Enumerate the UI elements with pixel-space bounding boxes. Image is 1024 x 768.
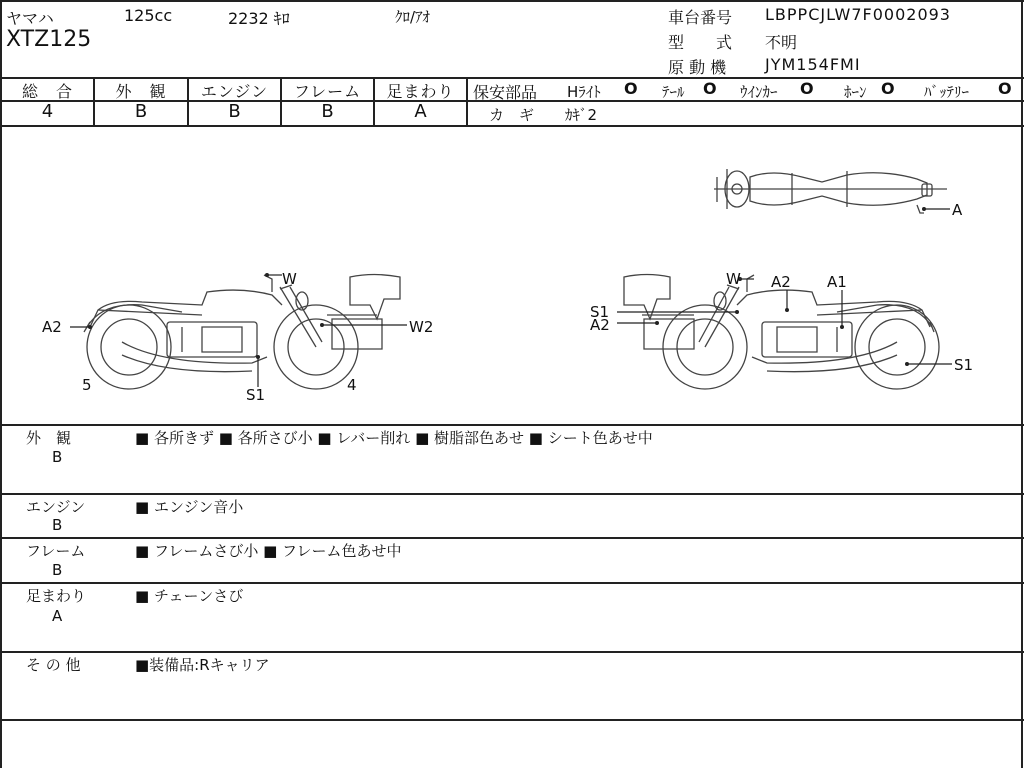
- comment-text-engine: ■ エンジン音小: [135, 498, 244, 516]
- type-value: 不明: [765, 33, 798, 52]
- comment-text-suspension: ■ チェーンさび: [135, 587, 244, 605]
- right-label-w: W: [726, 270, 741, 288]
- divider-comment-3: [0, 582, 1024, 584]
- divider-comment-1: [0, 493, 1024, 495]
- safety-mark-headlight: O: [624, 79, 638, 98]
- comment-grade-exterior: B: [52, 448, 63, 466]
- engine-model-label: 原 動 機: [668, 58, 727, 77]
- grade-value-exterior: B: [134, 101, 148, 122]
- safety-item-battery: ﾊﾞｯﾃﾘｰ: [924, 83, 970, 101]
- grade-value-frame: B: [321, 101, 334, 122]
- left-label-w2: W2: [409, 318, 434, 336]
- left-label-a2: A2: [42, 318, 62, 336]
- safety-mark-horn: O: [881, 79, 895, 98]
- type-label: 型 式: [668, 33, 733, 52]
- safety-item-horn: ﾎｰﾝ: [844, 83, 867, 101]
- top-view-point: [922, 207, 926, 211]
- safety-item-tail: ﾃｰﾙ: [662, 83, 685, 101]
- comment-label-other: そ の 他: [26, 656, 81, 674]
- right-label-a1: A1: [827, 273, 847, 291]
- frame-no: LBPPCJLW7F0002093: [765, 5, 951, 24]
- divider-comment-2: [0, 537, 1024, 539]
- top-label-a: A: [952, 201, 963, 219]
- comment-grade-frame: B: [52, 561, 63, 579]
- comment-text-frame: ■ フレームさび小 ■ フレーム色あせ中: [135, 542, 402, 560]
- divider-diagram-bottom: [0, 424, 1024, 426]
- comment-text-exterior: ■ 各所きず ■ 各所さび小 ■ レバー削れ ■ 樹脂部色あせ ■ シート色あせ中: [135, 429, 653, 447]
- safety-item-winker: ｳｲﾝｶｰ: [740, 83, 778, 101]
- safety-item-headlight: Hﾗｲﾄ: [567, 83, 601, 101]
- grade-header-exterior: 外 観: [115, 82, 167, 101]
- grade-header-suspension: 足まわり: [386, 82, 455, 101]
- comment-label-engine: エンジン: [26, 498, 86, 516]
- key-label: カ ギ: [489, 106, 535, 124]
- grade-value-overall: 4: [41, 101, 54, 122]
- top-view-motorcycle-outline: [714, 169, 947, 213]
- color: ｸﾛ/ｱｵ: [395, 8, 431, 26]
- grade-value-engine: B: [228, 101, 241, 122]
- divider-comment-5: [0, 719, 1024, 721]
- comment-grade-suspension: A: [52, 607, 63, 625]
- key-value: ｶｷﾞ2: [565, 106, 598, 124]
- left-label-4: 4: [347, 376, 357, 394]
- comment-grade-engine: B: [52, 516, 63, 534]
- safety-mark-winker: O: [800, 79, 814, 98]
- grade-col-sep-5: [466, 77, 468, 125]
- damage-diagram: [2, 127, 1022, 423]
- left-side-motorcycle-outline: [84, 275, 400, 390]
- right-label-a2-top: A2: [771, 273, 791, 291]
- model-name: XTZ125: [6, 27, 92, 52]
- grade-header-frame: フレーム: [293, 82, 362, 101]
- right-side-motorcycle-outline: [624, 275, 939, 390]
- grade-value-suspension: A: [414, 101, 427, 122]
- grade-header-overall: 総 合: [21, 82, 73, 101]
- safety-mark-battery: O: [998, 79, 1012, 98]
- right-label-a2-left: A2: [590, 316, 610, 334]
- comment-label-exterior: 外 観: [26, 429, 72, 447]
- mileage: 2232 ｷﾛ: [228, 9, 290, 28]
- right-label-s1-left: S1: [590, 303, 610, 321]
- comment-text-other: ■装備品:Rキャリア: [135, 656, 270, 674]
- frame-no-label: 車台番号: [668, 8, 733, 27]
- safety-mark-tail: O: [703, 79, 717, 98]
- comment-label-suspension: 足まわり: [26, 587, 87, 605]
- left-label-5: 5: [82, 376, 92, 394]
- comment-label-frame: フレーム: [26, 542, 86, 560]
- engine-model: JYM154FMI: [765, 55, 861, 74]
- displacement: 125cc: [124, 6, 173, 25]
- right-label-s1-right: S1: [954, 356, 974, 374]
- left-label-w: W: [282, 270, 297, 288]
- safety-label: 保安部品: [473, 83, 538, 102]
- divider-comment-4: [0, 651, 1024, 653]
- grade-header-engine: エンジン: [200, 82, 269, 101]
- left-label-s1: S1: [246, 386, 266, 404]
- maker-name: ヤマハ: [6, 9, 54, 28]
- frame-line-top: [0, 0, 1024, 2]
- left-diagram-leaders: [70, 275, 407, 387]
